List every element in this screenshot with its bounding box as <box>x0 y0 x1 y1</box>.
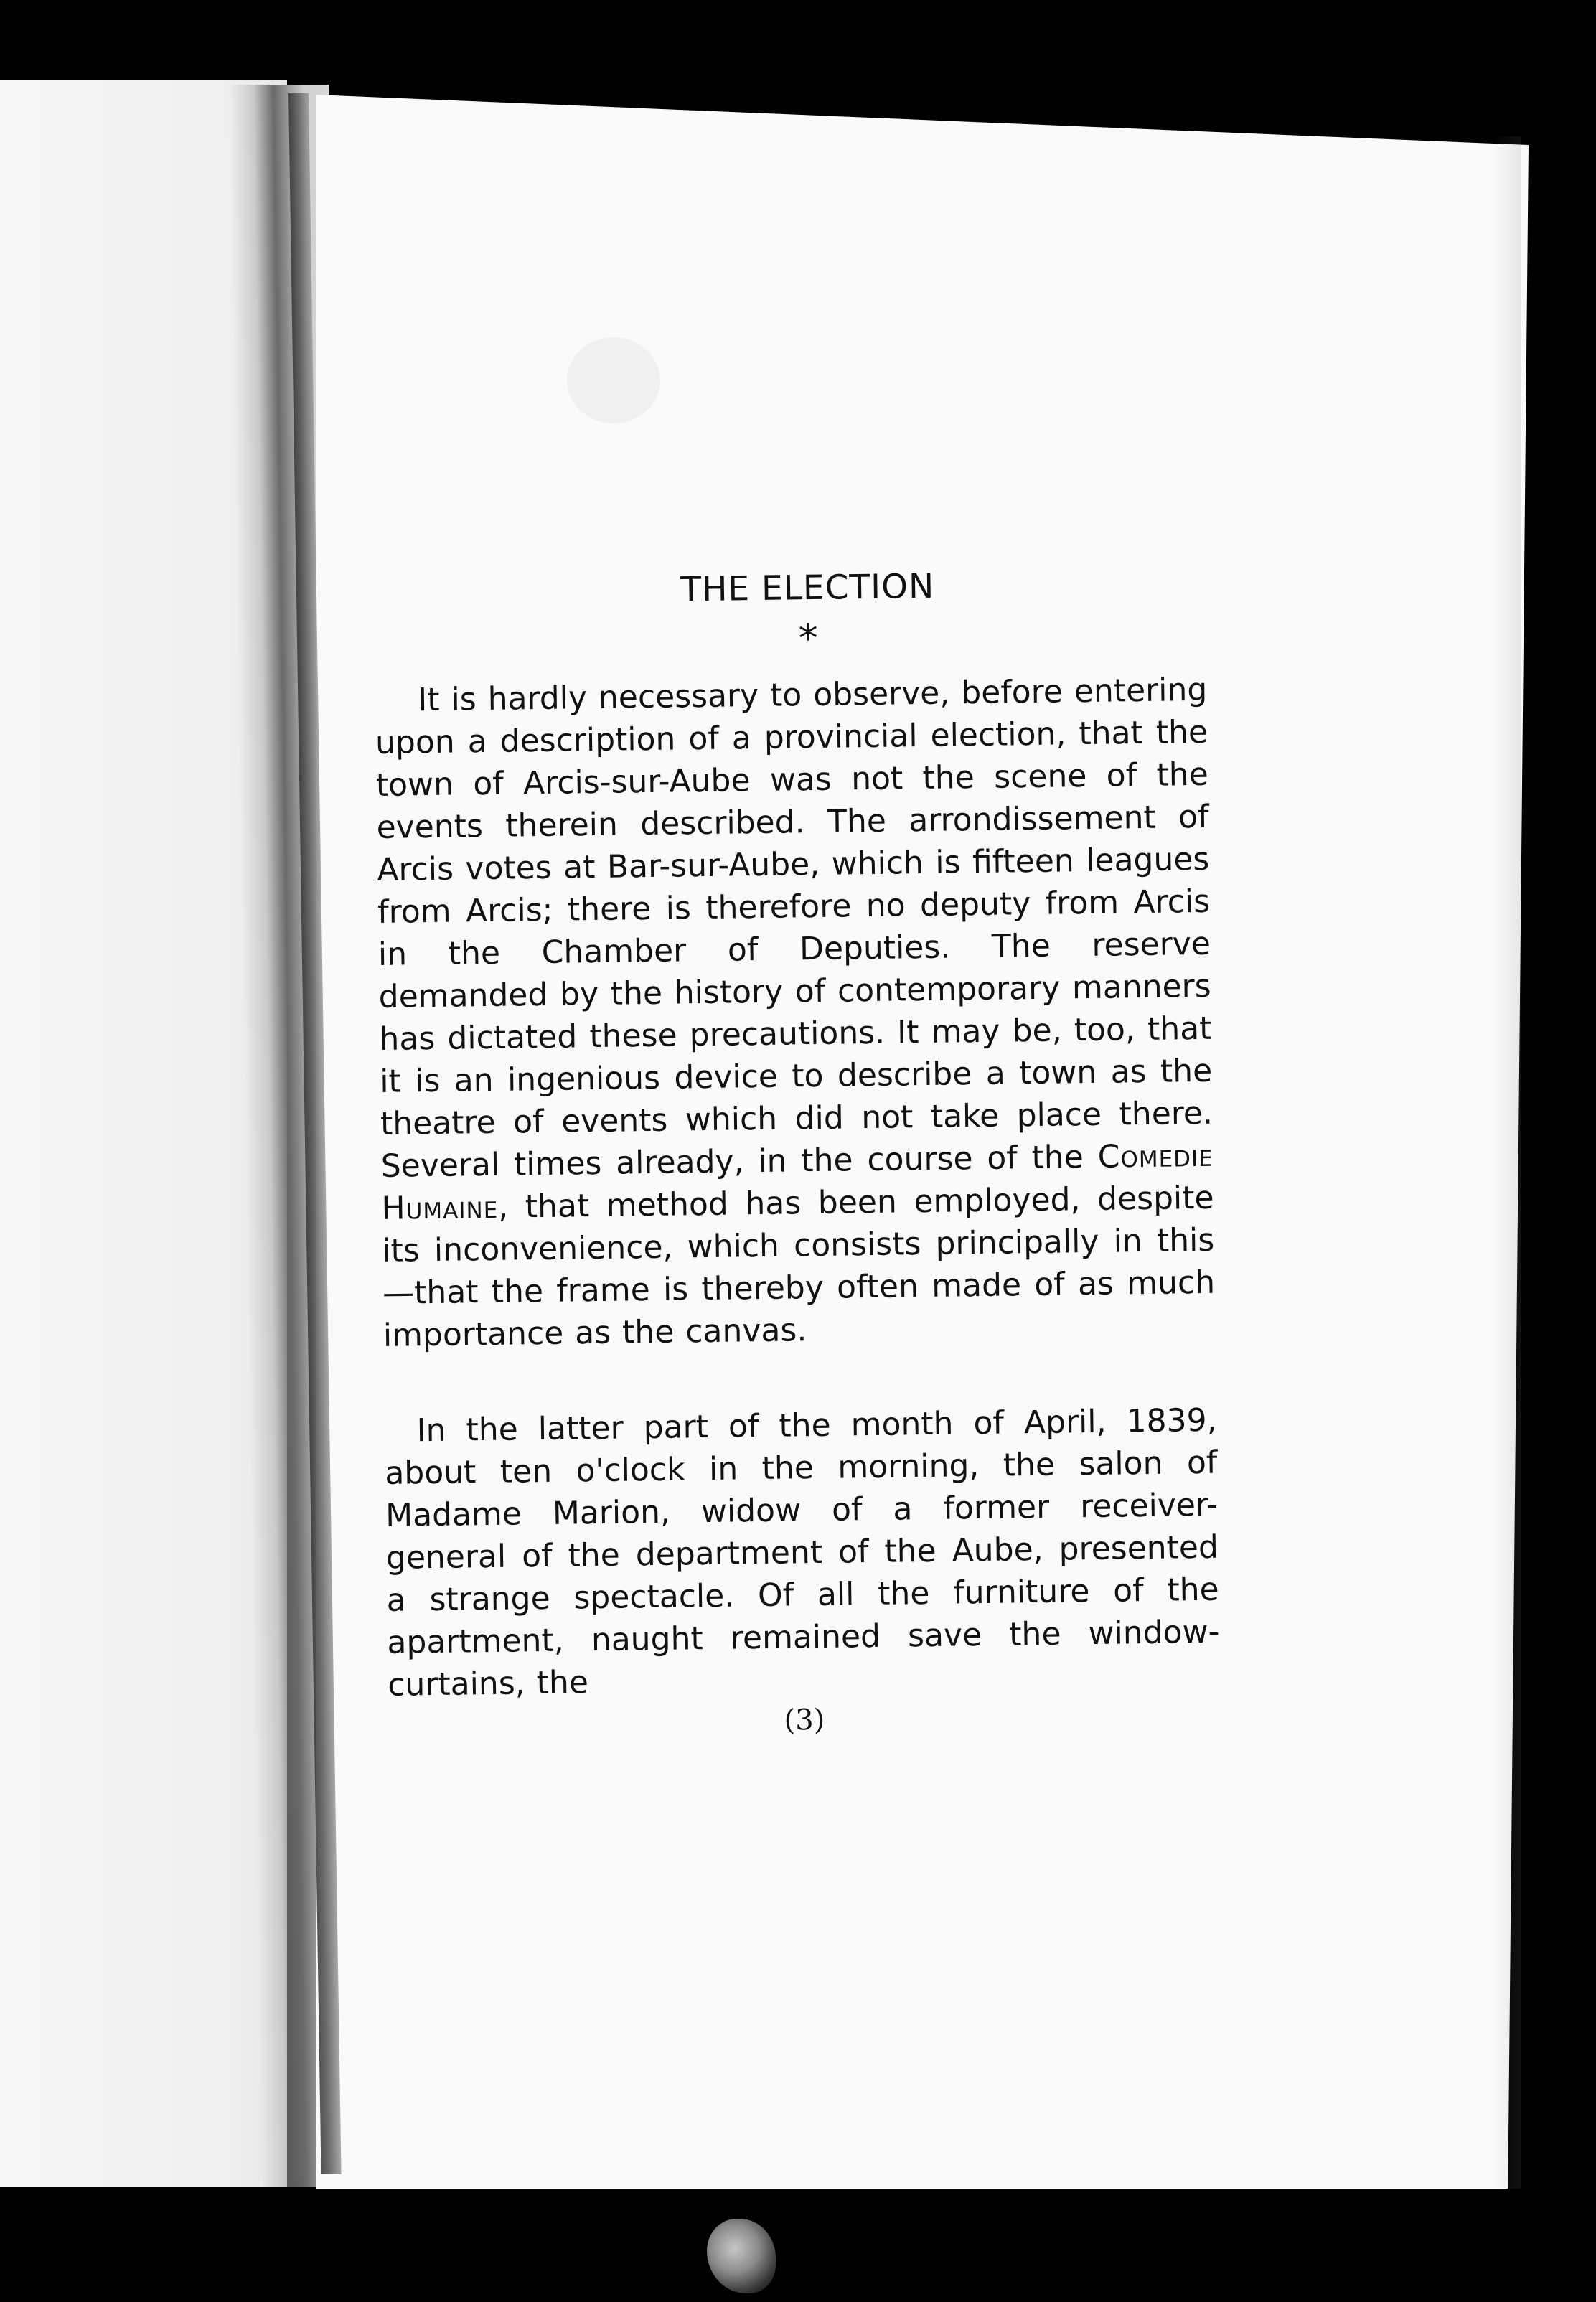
paragraph-1 <box>375 669 1216 1357</box>
chapter-title: THE ELECTION <box>680 566 935 610</box>
page-text <box>373 563 1221 1742</box>
page-number: (3) <box>784 1703 825 1737</box>
work-title-emphasis: Comedie Humaine <box>381 1137 1214 1227</box>
paragraph-1-text-b: , that method has been employed, despite its inconvenience, which consists principally in this —that the frame is thereby often made of as much importance as the canvas. <box>382 1179 1216 1354</box>
asterisk-ornament: * <box>798 615 819 662</box>
paragraph-2: In the latter part of the month of April, 1839, about ten o'clock in the morning, the salon of Madame Marion, widow of a former receiver-general of the department of the Aube, presented a strange spectacle. Of all the furniture of the apartment, naught remained save the window-curtains, the <box>385 1401 1220 1704</box>
ink-blot <box>707 2219 776 2293</box>
paper-blemish <box>567 337 660 423</box>
page-edge <box>1493 136 1521 2189</box>
paragraph-1-text-a: It is hardly necessary to observe, before entering upon a description of a provincial election, that the town of Arcis-sur-Aube was not the scene of the events therein described. The arrondissement of Arcis votes at Bar-sur-Aube, which is fifteen leagues from Arcis; there is therefore no deputy from Arcis in the Chamber of Deputies. The reserve demanded by the history of contemporary manners has dictated these precautions. It may be, too, that it is an ingenious device to describe a town as the theatre of events which did not take place there. Several times already, in the course of the <box>375 671 1214 1185</box>
